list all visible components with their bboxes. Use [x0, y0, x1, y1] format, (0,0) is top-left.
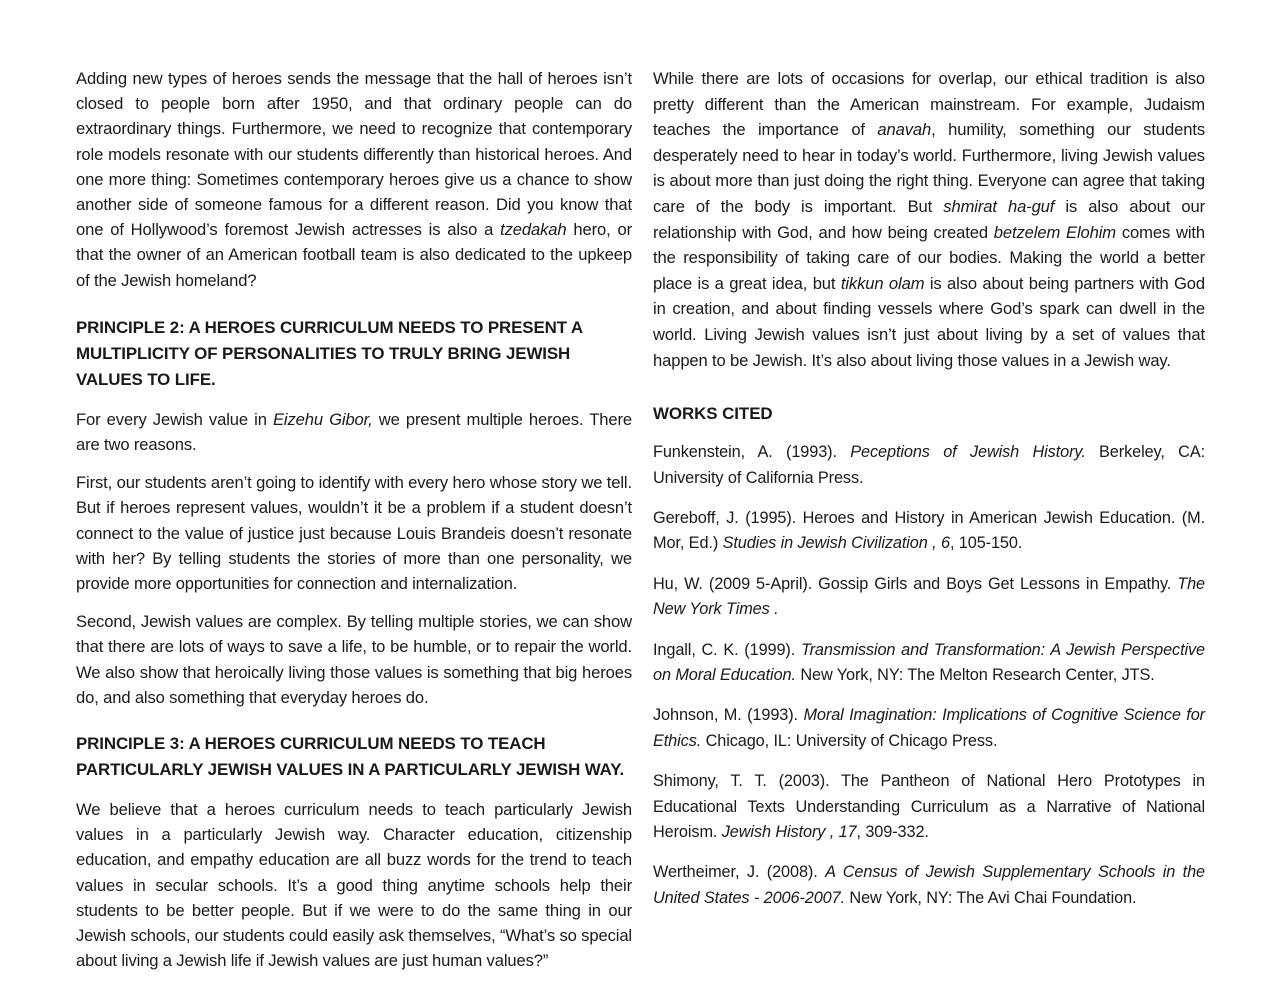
text-run: Second, Jewish values are complex. By telling multiple stories, we can show that there are lots of ways to save a life, to be humble, or to repair the world. We also show that heroically living those values is something that big heroes do, and also something that everyday heroes do. — [76, 612, 632, 707]
italic-term: betzelem Elohim — [993, 222, 1116, 242]
reference-entry — [653, 860, 1205, 911]
text-run: Berkeley, CA: University of California Press. — [653, 443, 1206, 487]
text-run: First, our students aren’t going to identify with every hero whose story we tell. But if heroes represent values, wouldn’t it be a problem if a student doesn’t connect to the value of justice just because Louis Brandeis doesn’t resonate with her? By telling students the stories of more than one personality, we provide more opportunities for connection and internalization. — [76, 473, 632, 594]
text-run: While there are lots of occasions for overlap, our ethical tradition is also pretty different than the American mainstream. For example, Judaism teaches the importance of — [653, 69, 1205, 140]
left-column — [76, 66, 632, 973]
reference-entry — [653, 769, 1205, 845]
two-column-layout — [76, 66, 1204, 973]
text-run: Gereboff, J. (1995). Heroes and History in American Jewish Education. (M. Mor, Ed.) — [653, 508, 1205, 553]
reference-entry — [653, 703, 1205, 754]
text-run: For every Jewish value in — [76, 409, 273, 429]
text-run: Adding new types of heroes sends the message that the hall of heroes isn’t closed to people born after 1950, and that ordinary people can do extraordinary things. Furthermore, we need to recognize that contemporary role models resonate with our students differently than historical heroes. And one more thing: Sometimes contemporary heroes give us a chance to show another side of someone famous for a different reason. Did you know that one of Hollywood’s foremost Jewish actresses is also a — [76, 69, 632, 240]
paragraph-adding-heroes — [76, 66, 632, 293]
heading-works-cited: WORKS CITED — [653, 404, 773, 424]
italic-term: Transmission and Transformation: A Jewish Perspective on Moral Education. — [653, 640, 1206, 684]
italic-term: tzedakah — [500, 220, 567, 240]
text-run: New York, NY: The Avi Chai Foundation. — [845, 888, 1137, 907]
text-run: Hu, W. (2009 5-April). Gossip Girls and Boys Get Lessons in Empathy. — [653, 574, 1178, 593]
right-column — [653, 66, 1205, 911]
italic-term: Studies in Jewish Civilization , 6 — [722, 534, 950, 553]
text-run: We believe that a heroes curriculum needs to teach particularly Jewish values in a particularly Jewish way. Character education, citizenship education, and empathy education are all buzz words for the trend to teach values in secular schools. It’s a good thing anytime schools help their students to be better people. But if we were to do the same thing in our Jewish schools, our students could easily ask themselves, “What’s so special about living a Jewish life if Jewish values are just human values?” — [76, 800, 632, 971]
italic-term: tikkun olam — [840, 273, 925, 293]
text-run: Ingall, C. K. (1999). — [653, 640, 801, 659]
text-run: , 309-332. — [856, 823, 929, 841]
text-run: comes with the responsibility of taking care of our bodies. Making the world a better place is a great idea, but — [653, 222, 1205, 293]
text-run: Johnson, M. (1993). — [653, 706, 804, 725]
paragraph-we-believe — [76, 797, 632, 973]
reference-entry — [653, 572, 1205, 623]
text-run: Shimony, T. T. (2003). The Pantheon of National Hero Prototypes in Educational Texts Understanding Curriculum as a Narrative of National Heroism. — [653, 772, 1205, 841]
text-run: is also about being partners with God in creation, and about finding vessels where God’s spark can dwell in the world. Living Jewish values isn’t just about living by a set of values that happen to be Jewish. It’s also about living those values in a Jewish way. — [653, 273, 1206, 370]
text-run: we present multiple heroes. There are two reasons. — [76, 409, 632, 455]
text-run: is also about our relationship with God, and how being created — [653, 196, 1206, 242]
italic-term: shmirat ha-guf — [943, 196, 1055, 216]
heading-principle-2: PRINCIPLE 2: A HEROES CURRICULUM NEEDS TO PRESENT A MULTIPLICITY OF PERSONALITIES TO TRULY BRING JEWISH VALUES TO LIFE. — [76, 317, 583, 389]
italic-term: anavah — [877, 120, 932, 140]
text-run: New York, NY: The Melton Research Center, JTS. — [795, 665, 1155, 684]
text-run: Funkenstein, A. (1993). — [653, 443, 851, 462]
italic-term: A Census of Jewish Supplementary Schools in the United States - 2006-2007. — [653, 863, 1205, 907]
heading-principle-3: PRINCIPLE 3: A HEROES CURRICULUM NEEDS TO TEACH PARTICULARLY JEWISH VALUES IN A PARTICULARLY JEWISH WAY. — [76, 734, 625, 780]
paragraph-overlap-ethical-tradition — [653, 66, 1205, 373]
text-run: , 105-150. — [949, 534, 1023, 553]
reference-entry — [653, 506, 1205, 557]
paragraph-every-jewish-value — [76, 407, 632, 457]
italic-term: Moral Imagination: Implications of Cognitive Science for Ethics. — [653, 706, 1205, 750]
reference-entry — [653, 440, 1205, 491]
text-run: , humility, something our students desperately need to hear in today’s world. Furthermore, living Jewish values is about more than just doing the right thing. Everyone can agree that taking care of the body is important. But — [653, 120, 1205, 216]
reference-entry — [653, 638, 1205, 689]
paragraph-second-values-complex — [76, 609, 632, 710]
italic-term: Peceptions of Jewish History. — [850, 443, 1086, 462]
text-run: Wertheimer, J. (2008). — [653, 863, 826, 882]
italic-term: Jewish History , 17 — [721, 823, 857, 841]
text-run: Chicago, IL: University of Chicago Press. — [701, 731, 998, 750]
text-run: hero, or that the owner of an American football team is also dedicated to the upkeep of the Jewish homeland? — [76, 220, 632, 290]
paragraph-first-students — [76, 470, 632, 596]
italic-term: The New York Times . — [653, 574, 1205, 619]
italic-term: Eizehu Gibor, — [272, 409, 373, 429]
